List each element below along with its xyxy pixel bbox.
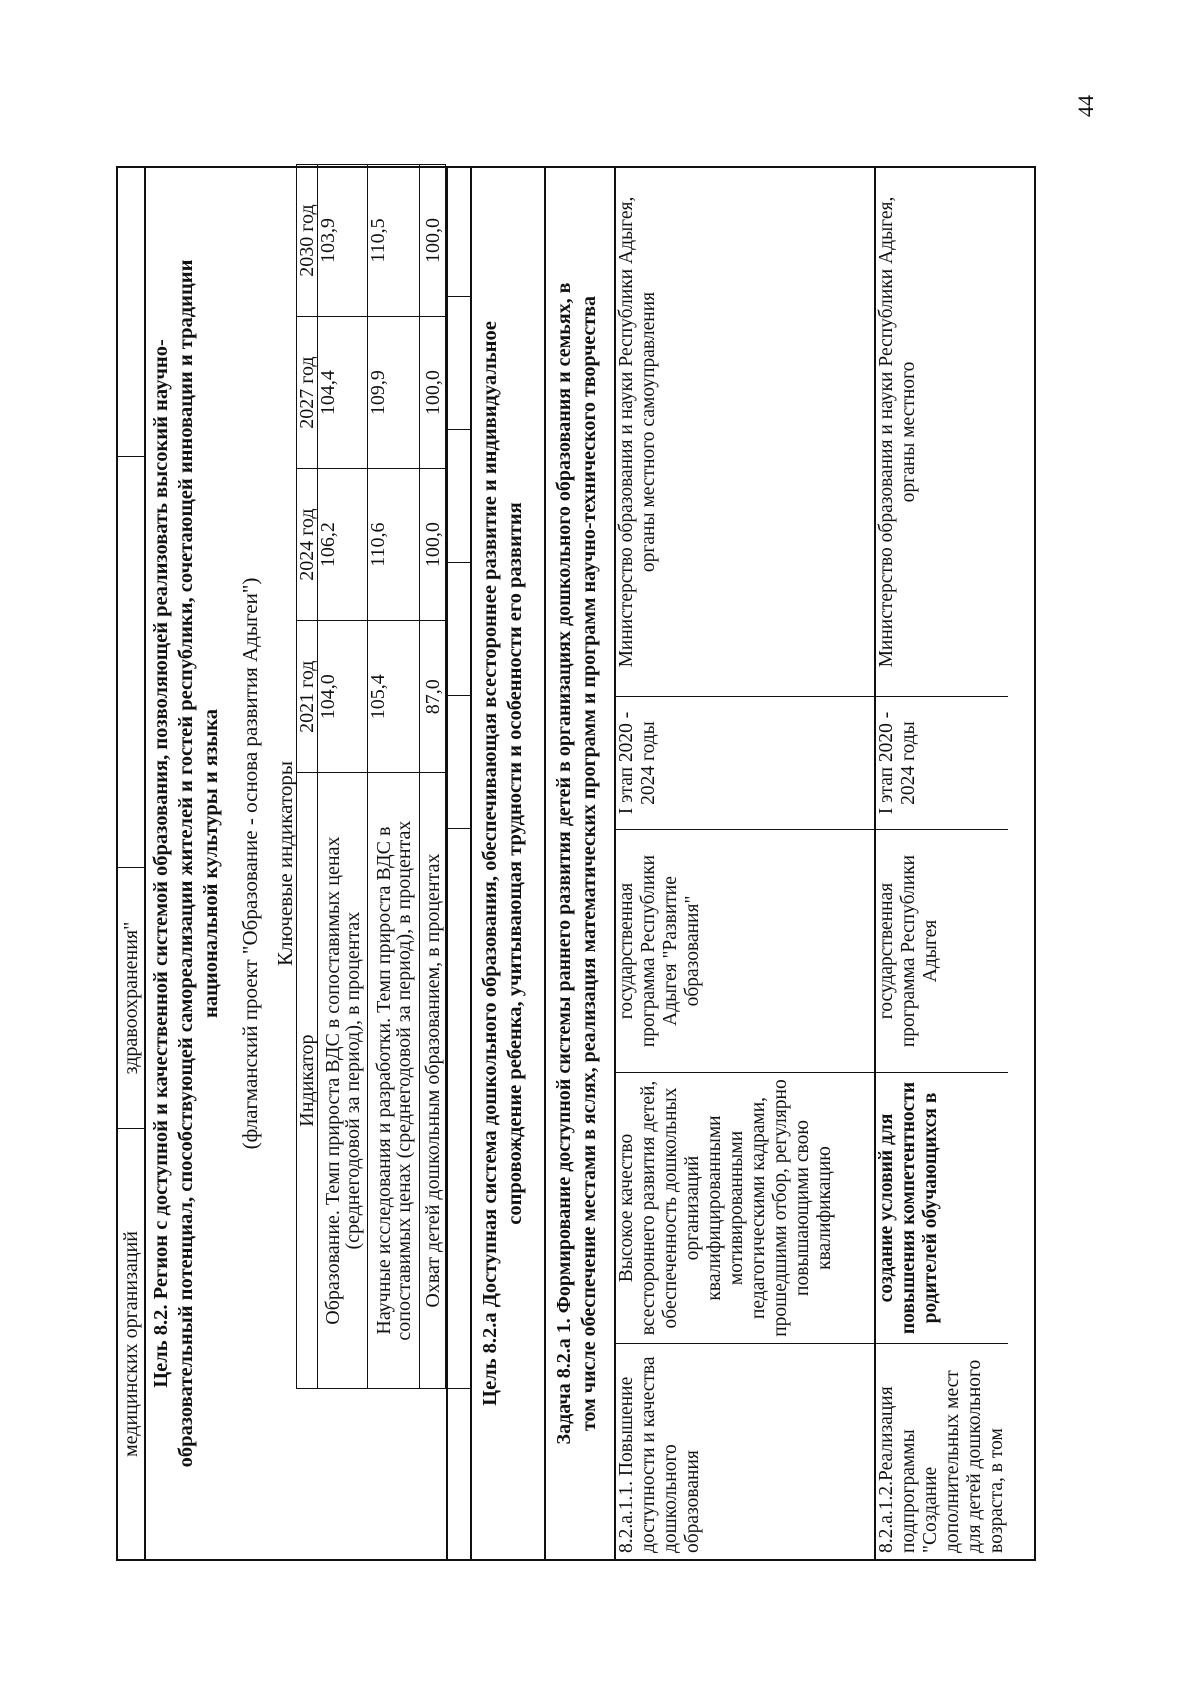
table-separator-row: [446, 168, 472, 1559]
indicator-row: [318, 165, 368, 1389]
task-8-2-a-1-heading: [546, 168, 616, 1559]
indicator-name: Образование. Темп прироста ВДС в сопоставимых ценах (среднегодовой за период), в процентах: [318, 773, 368, 1389]
top-cell-2: здравоохранения": [118, 867, 144, 1128]
goal-8-2-a-heading: [472, 168, 546, 1559]
separator-rule: [448, 562, 470, 563]
indicator-value-2030: 100,0: [420, 165, 446, 317]
top-cell-3: [118, 456, 144, 867]
header-2027: 2027 год: [297, 317, 318, 469]
indicator-value-2024: 110,6: [368, 469, 420, 621]
task-line-1: Задача 8.2.а 1. Формирование доступной системы раннего развития детей в организациях дошкольного образования и семьях, в: [553, 282, 575, 1445]
separator-rule: [448, 695, 470, 696]
indicator-name: Научные исследования и разработки. Темп прироста ВДС в сопоставимых ценах (среднегодовой за период), в процентах: [368, 773, 420, 1389]
activity-result: создание условий для повышения компетентности родителей обучающихся в: [875, 1073, 1008, 1344]
activity-result: Высокое качество всестороннего развития детей, обеспеченность дошкольных организаций квалифицированными мотивированными педагогическими кадрами, прошедшими отбор, регулярно повышающими свою квалификацию: [616, 1073, 875, 1344]
indicators-header-row: [297, 165, 318, 1389]
flagship-project: (флагманский проект "Образование - основа развития Адыгеи"): [238, 577, 262, 1150]
header-2021: 2021 год: [297, 621, 318, 773]
rotated-table-container: [116, 166, 1036, 1561]
activity-stage: I этап 2020 - 2024 годы: [616, 697, 875, 830]
goal-8-2-line-1: Цель 8.2. Регион с доступной и качественной системой образования, позволяющей реализовать высокий научно-: [150, 339, 172, 1388]
indicator-value-2027: 100,0: [420, 317, 446, 469]
activity-responsible: Министерство образования и науки Республики Адыгея, органы местного самоуправления: [616, 168, 875, 697]
goal-8-2-line-2: образовательный потенциал, способствующей самореализации жителей и гостей республики, сочетающей инновации и традиции: [175, 259, 197, 1468]
header-2030: 2030 год: [297, 165, 318, 317]
goal-8-2-heading: [146, 168, 224, 1559]
separator-rule: [448, 296, 470, 297]
task-line-2: том числе обеспечение местами в яслях, реализация математических программ и программ научно-технического творчества: [578, 296, 600, 1431]
key-indicators-title: Ключевые индикаторы: [273, 761, 297, 966]
indicator-value-2027: 104,4: [318, 317, 368, 469]
separator-rule: [448, 828, 470, 829]
header-2024: 2024 год: [297, 469, 318, 621]
indicators-table: [296, 164, 446, 1389]
top-cell-1: медицинских организаций: [118, 1128, 144, 1559]
activity-row: [616, 168, 875, 1559]
page-number: 44: [1073, 95, 1098, 117]
activity-stage: I этап 2020 - 2024 годы: [875, 697, 1008, 830]
activity-responsible: Министерство образования и науки Республики Адыгея, органы местного: [876, 196, 919, 668]
indicator-value-2024: 106,2: [318, 469, 368, 621]
activity-program: государственная программа Республики Адыгея "Развитие образования": [616, 830, 875, 1073]
indicator-row: [368, 165, 420, 1389]
indicator-row: [420, 165, 446, 1389]
activity-id: 8.2.а.1.2.Реализация подпрограммы "Создание дополнительных мест для детей дошкольного возраста, в том: [875, 1344, 1008, 1560]
top-continuation-row: [118, 168, 146, 1559]
indicator-value-2024: 100,0: [420, 469, 446, 621]
indicator-value-2021: 87,0: [420, 621, 446, 773]
goal-8-2-line-3: национальной культуры и языка: [200, 709, 222, 1018]
indicator-name: Охват детей дошкольным образованием, в процентах: [420, 773, 446, 1389]
goal-8-2-a-line-1: Цель 8.2.а Доступная система дошкольного образования, обеспечивающая всестороннее развитие и индивидуальное: [479, 321, 501, 1406]
indicator-value-2030: 103,9: [318, 165, 368, 317]
separator-rule: [448, 1388, 470, 1389]
indicator-value-2030: 110,5: [368, 165, 420, 317]
activity-program: государственная программа Республики Адыгея: [875, 830, 1008, 1073]
indicator-value-2021: 105,4: [368, 621, 420, 773]
indicator-value-2021: 104,0: [318, 621, 368, 773]
separator-rule: [448, 429, 470, 430]
goal-8-2-a-line-2: сопровождение ребенка, учитывающая трудности и особенности его развития: [504, 502, 526, 1225]
activity-row: [875, 168, 1008, 1559]
header-indicator: Индикатор: [297, 773, 318, 1389]
top-cell-4: [118, 168, 144, 456]
indicator-value-2027: 109,9: [368, 317, 420, 469]
strategy-table: [116, 166, 1036, 1561]
activities-table: [616, 168, 1008, 1559]
activity-id: 8.2.а.1.1. Повышение доступности и качества дошкольного образования: [616, 1344, 875, 1560]
